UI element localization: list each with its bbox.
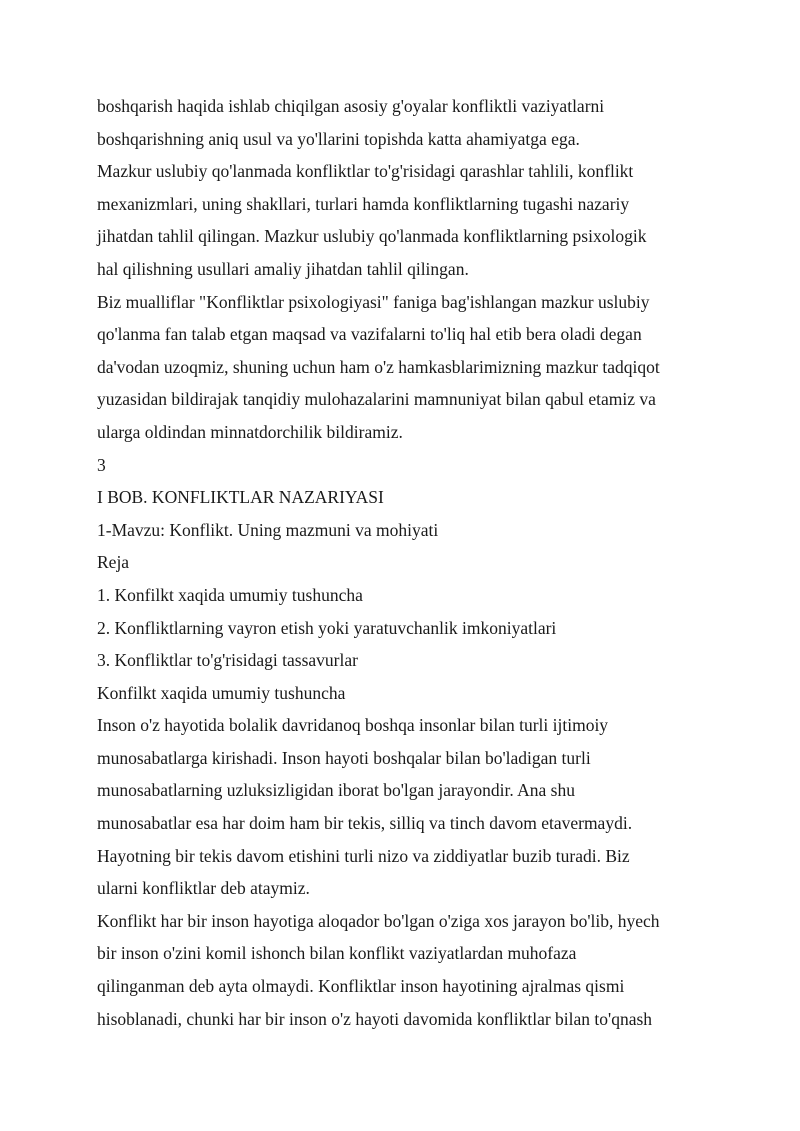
text-line: Mazkur uslubiy qo'lanmada konfliktlar to'g'risidagi qarashlar tahlili, konflikt — [97, 161, 634, 182]
text-line: boshqarish haqida ishlab chiqilgan asosiy g'oyalar konfliktli vaziyatlarni — [97, 96, 605, 116]
text-line: munosabatlarga kirishadi. Inson hayoti boshqalar bilan bo'ladigan turli — [97, 747, 591, 768]
page-number: 3 — [97, 454, 106, 475]
text-line: Hayotning bir tekis davom etishini turli nizo va ziddiyatlar buzib turadi. Biz — [97, 845, 630, 866]
text-line: munosabatlarning uzluksizligidan iborat bo'lgan jarayondir. Ana shu — [97, 780, 575, 801]
text-line: ularni konfliktlar deb ataymiz. — [97, 878, 310, 899]
text-line: ularga oldindan minnatdorchilik bildiramiz. — [97, 421, 403, 442]
topic-heading: 1-Mavzu: Konflikt. Uning mazmuni va mohiyati — [97, 519, 439, 540]
text-line: da'vodan uzoqmiz, shuning uchun ham o'z hamkasblarimizning mazkur tadqiqot — [97, 356, 660, 377]
text-line: yuzasidan bildirajak tanqidiy mulohazalarini mamnuniyat bilan qabul etamiz va — [97, 389, 656, 410]
text-line: Konflikt har bir inson hayotiga aloqador bo'lgan o'ziga xos jarayon bo'lib, hyech — [97, 910, 660, 931]
chapter-heading: I BOB. KONFLIKTLAR NAZARIYASI — [97, 487, 384, 508]
plan-item: 1. Konfilkt xaqida umumiy tushuncha — [97, 584, 363, 605]
text-line: qo'lanma fan talab etgan maqsad va vazifalarni to'liq hal etib bera oladi degan — [97, 324, 642, 345]
text-line: Biz mualliflar "Konfliktlar psixologiyasi" faniga bag'ishlangan mazkur uslubiy — [97, 291, 650, 312]
plan-heading: Reja — [97, 552, 130, 573]
document-page — [97, 90, 717, 1035]
section-heading: Konfilkt xaqida umumiy tushuncha — [97, 682, 346, 703]
plan-item: 2. Konfliktlarning vayron etish yoki yaratuvchanlik imkoniyatlari — [97, 617, 557, 638]
text-line: munosabatlar esa har doim ham bir tekis, silliq va tinch davom etavermaydi. — [97, 813, 633, 834]
text-line: mexanizmlari, uning shakllari, turlari hamda konfliktlarning tugashi nazariy — [97, 193, 630, 214]
plan-item: 3. Konfliktlar to'g'risidagi tassavurlar — [97, 650, 358, 671]
text-line: qilinganman deb ayta olmaydi. Konfliktlar inson hayotining ajralmas qismi — [97, 976, 625, 997]
text-line: jihatdan tahlil qilingan. Mazkur uslubiy qo'lanmada konfliktlarning psixologik — [97, 226, 647, 247]
text-line: hal qilishning usullari amaliy jihatdan tahlil qilingan. — [97, 258, 469, 279]
text-line: bir inson o'zini komil ishonch bilan konflikt vaziyatlardan muhofaza — [97, 943, 577, 964]
text-line: Inson o'z hayotida bolalik davridanoq boshqa insonlar bilan turli ijtimoiy — [97, 715, 609, 736]
text-line: hisoblanadi, chunki har bir inson o'z hayoti davomida konfliktlar bilan to'qnash — [97, 1008, 653, 1029]
text-line: boshqarishning aniq usul va yo'llarini topishda katta ahamiyatga ega. — [97, 128, 580, 149]
